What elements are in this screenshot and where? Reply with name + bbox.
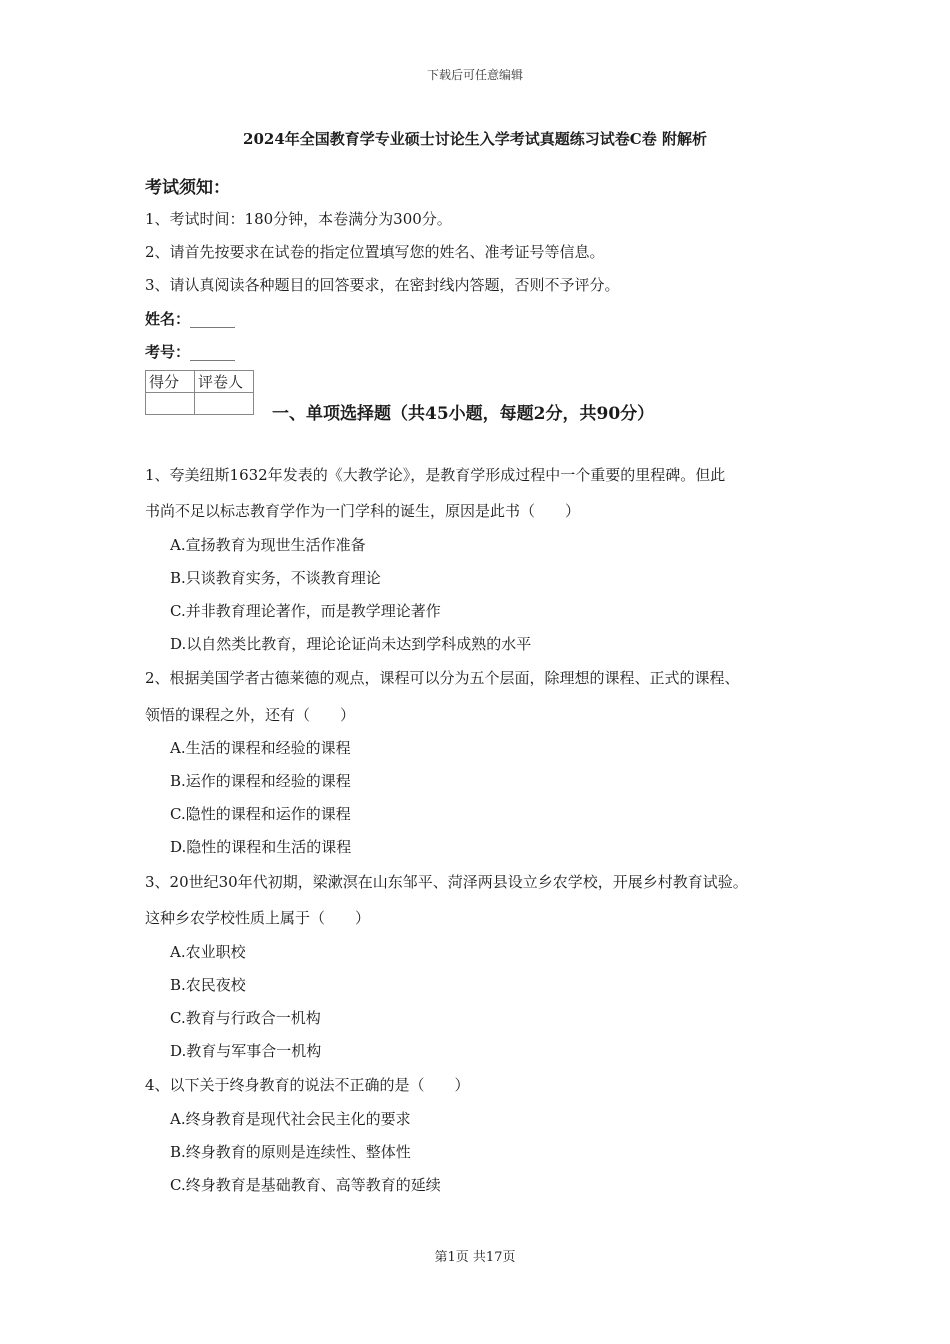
section-title: 一、单项选择题（共45小题，每题2分，共90分） [272, 404, 655, 424]
grader-cell[interactable] [195, 393, 254, 415]
exam-id-label: 考号： [145, 343, 191, 361]
score-table [145, 370, 254, 415]
notice-heading: 考试须知： [145, 178, 230, 198]
question-2-option-b[interactable]: B.运作的课程和经验的课程 [170, 772, 351, 790]
document-title: 2024年全国教育学专业硕士讨论生入学考试真题练习试卷C卷 附解析 [243, 130, 707, 148]
page-footer: 第1页 共17页 [434, 1250, 516, 1265]
notice-item: 3、请认真阅读各种题目的回答要求，在密封线内答题，否则不予评分。 [145, 276, 620, 294]
question-1-text: 书尚不足以标志教育学作为一门学科的诞生，原因是此书（ ） [145, 502, 581, 520]
exam-id-field[interactable] [145, 341, 235, 362]
grader-header: 评卷人 [195, 371, 254, 393]
question-1-option-d[interactable]: D.以自然类比教育，理论论证尚未达到学科成熟的水平 [170, 635, 532, 653]
question-1-option-b[interactable]: B.只谈教育实务，不谈教育理论 [170, 569, 381, 587]
name-label: 姓名： [145, 310, 191, 328]
question-4-option-a[interactable]: A.终身教育是现代社会民主化的要求 [170, 1110, 411, 1128]
score-header: 得分 [146, 371, 195, 393]
question-2-text: 领悟的课程之外，还有（ ） [145, 706, 356, 724]
question-4-option-b[interactable]: B.终身教育的原则是连续性、整体性 [170, 1143, 411, 1161]
question-4-text: 4、以下关于终身教育的说法不正确的是（ ） [145, 1076, 470, 1094]
question-3-option-c[interactable]: C.教育与行政合一机构 [170, 1009, 321, 1027]
score-cell[interactable] [146, 393, 195, 415]
question-1-option-a[interactable]: A.宣扬教育为现世生活作准备 [170, 536, 366, 554]
exam-id-blank[interactable]: ______ [190, 343, 236, 361]
notice-item: 1、考试时间：180分钟，本卷满分为300分。 [145, 210, 452, 228]
question-1-option-c[interactable]: C.并非教育理论著作，而是教学理论著作 [170, 602, 441, 620]
question-2-option-c[interactable]: C.隐性的课程和运作的课程 [170, 805, 351, 823]
name-blank[interactable]: ______ [190, 310, 236, 328]
question-3-text: 这种乡农学校性质上属于（ ） [145, 909, 371, 927]
name-field[interactable] [145, 308, 235, 329]
question-3-text: 3、20世纪30年代初期，梁漱溟在山东邹平、菏泽两县设立乡农学校，开展乡村教育试验。 [145, 873, 748, 891]
question-4-option-c[interactable]: C.终身教育是基础教育、高等教育的延续 [170, 1176, 441, 1194]
notice-item: 2、请首先按要求在试卷的指定位置填写您的姓名、准考证号等信息。 [145, 243, 605, 261]
question-2-text: 2、根据美国学者古德莱德的观点，课程可以分为五个层面，除理想的课程、正式的课程、 [145, 669, 740, 687]
question-3-option-b[interactable]: B.农民夜校 [170, 976, 246, 994]
header-note: 下载后可任意编辑 [426, 68, 523, 82]
question-1-text: 1、夸美纽斯1632年发表的《大教学论》，是教育学形成过程中一个重要的里程碑。但此 [145, 466, 726, 484]
question-2-option-d[interactable]: D.隐性的课程和生活的课程 [170, 838, 352, 856]
question-3-option-d[interactable]: D.教育与军事合一机构 [170, 1042, 322, 1060]
question-2-option-a[interactable]: A.生活的课程和经验的课程 [170, 739, 351, 757]
question-3-option-a[interactable]: A.农业职校 [170, 943, 246, 961]
